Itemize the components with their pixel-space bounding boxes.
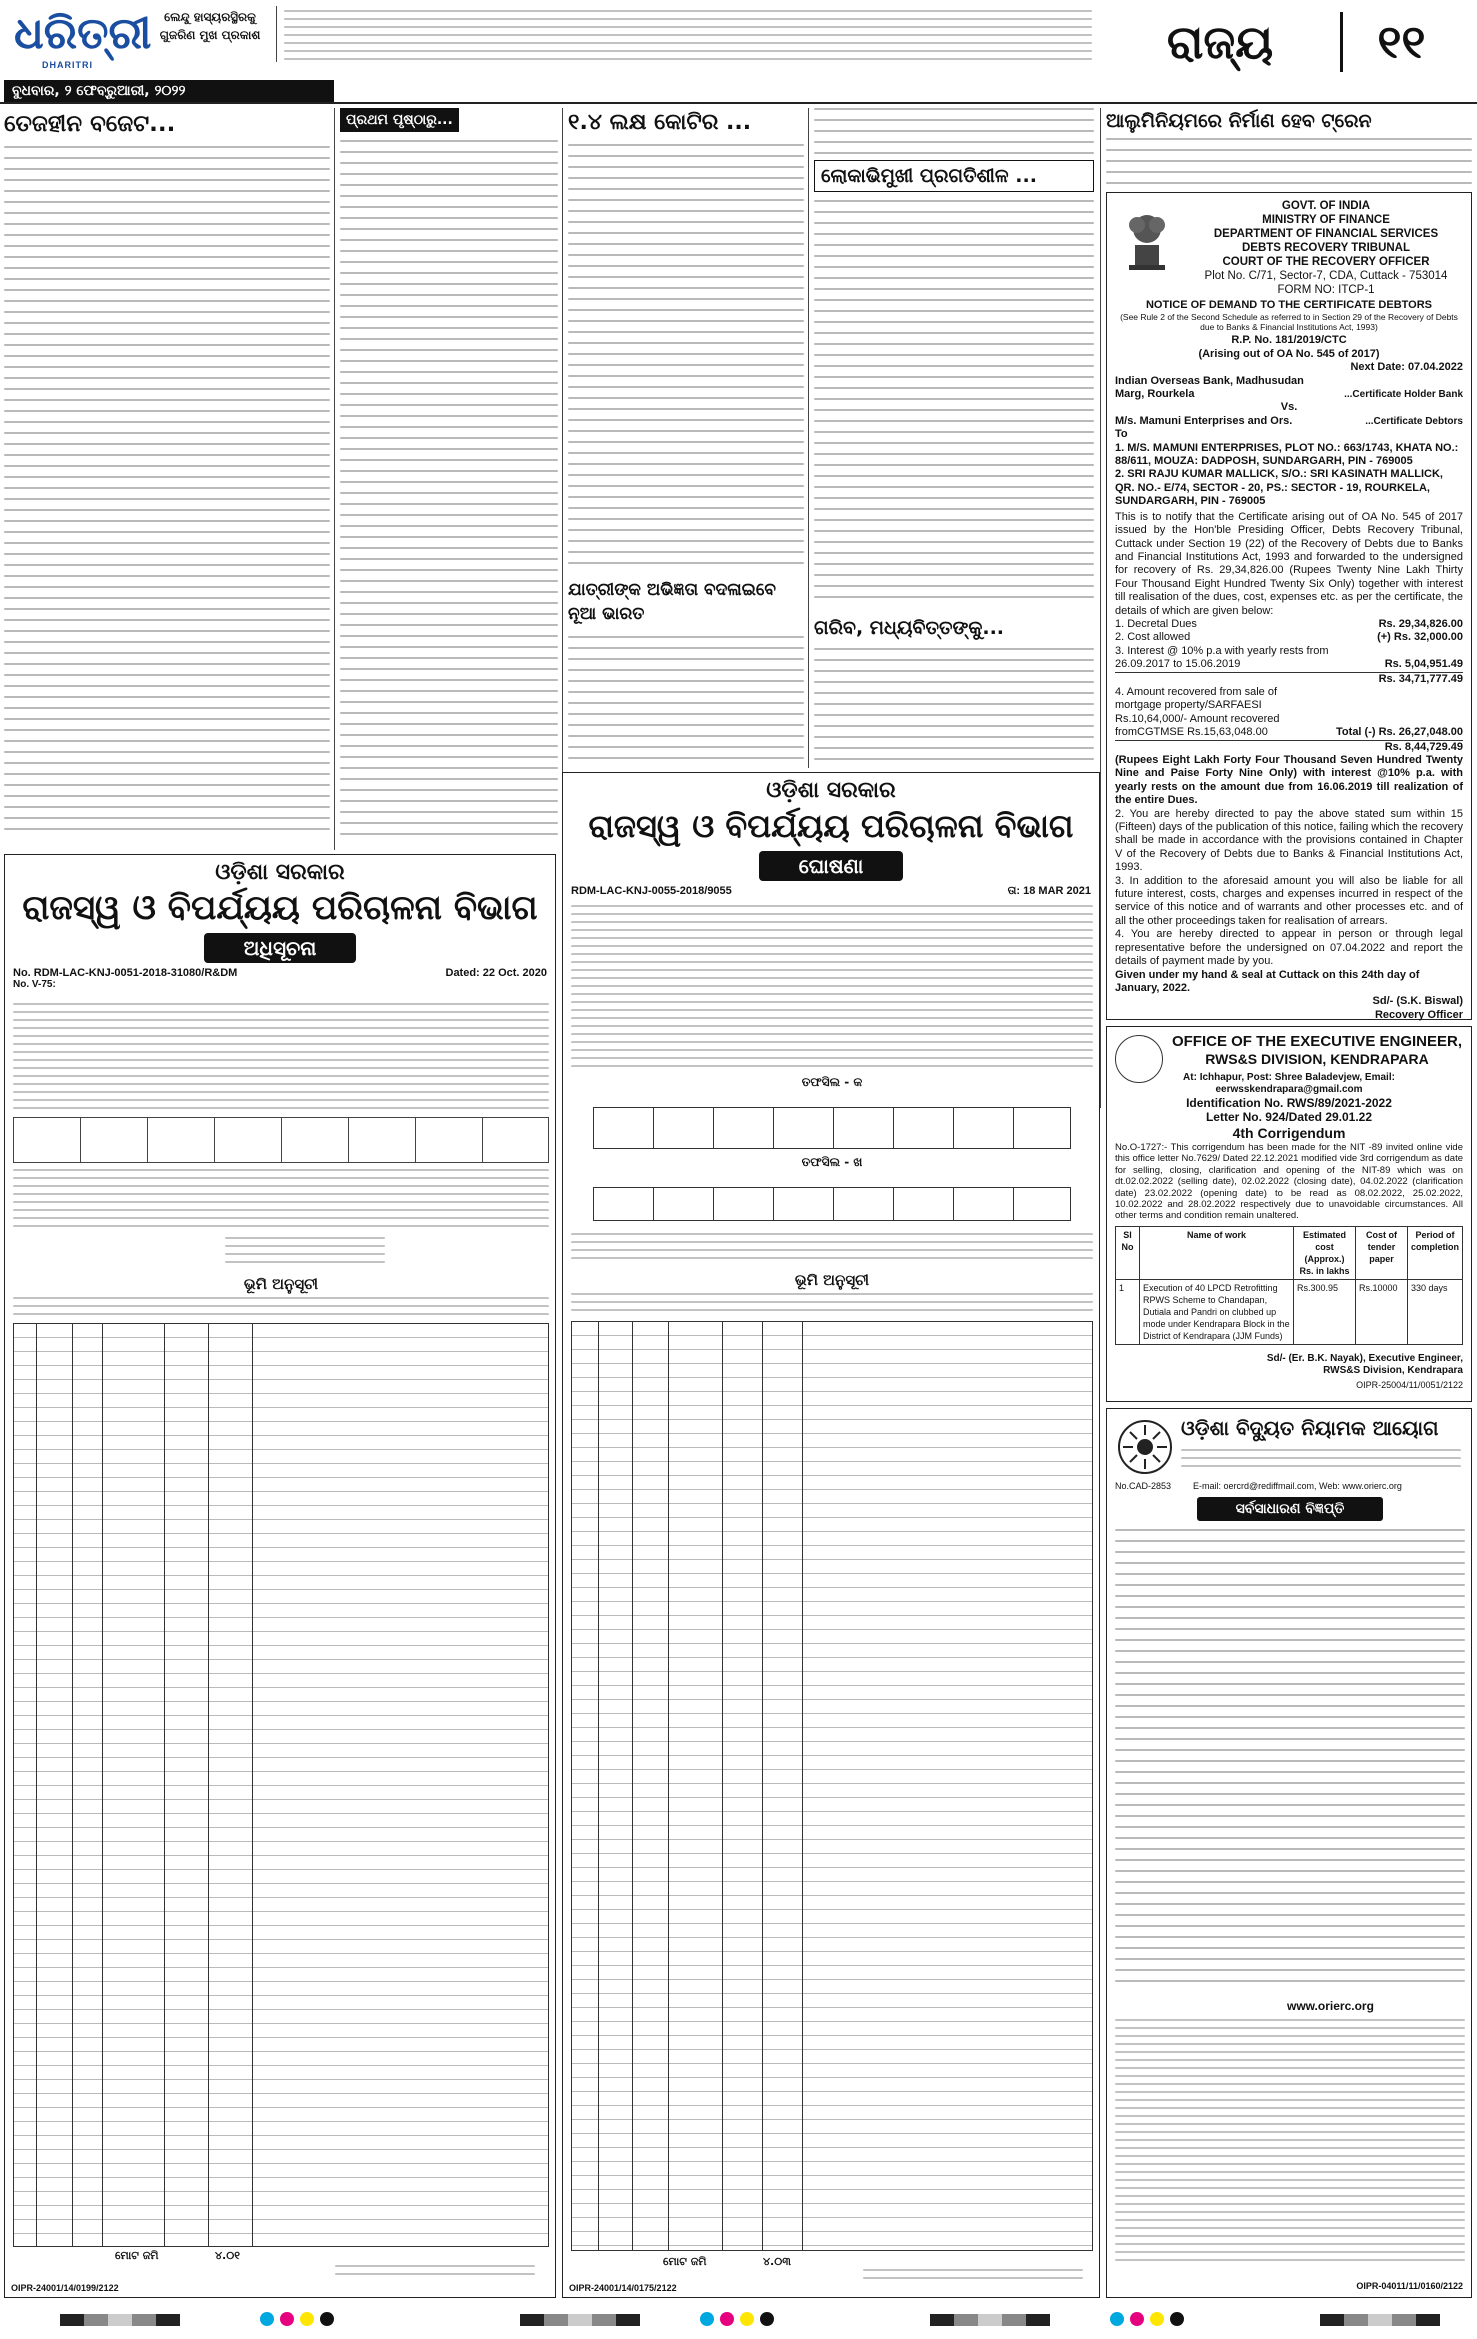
drt-govt: GOVT. OF INDIA <box>1281 200 1371 212</box>
notice-govt: ଓଡ଼ିଶା ସରକାର <box>215 860 345 885</box>
land-schedule-title: ଭୂମି ଅନୁସୂଚୀ <box>794 1271 870 1289</box>
drt-notice <box>1106 192 1472 1020</box>
drt-bank: Indian Overseas Bank, Madhusudan Marg, Rourkela <box>1115 374 1304 401</box>
ee-body: No.O-1727:- This corrigendum has been made for the NIT -89 invited online vide this office letter No.7629/ Dated 22.12.2021 modified vide 3rd corrigendum as date for selling, closing, clarification and opening of the NIT-89 which was on dt.02.02.2022 (selling date), 02.02.2022 (closing date), 04.02.2022 (clarification date) 23.02.2022 (opening date) to be read as 08.02.2022, 25.02.2022, 10.02.2022 and 28.02.2022 respectively due to unavoidable circumstances. All other terms and condition remain unaltered. <box>1115 1142 1463 1222</box>
drt-debtor-role: ...Certificate Debtors <box>1365 415 1463 427</box>
oerc-logo-icon <box>1117 1419 1173 1475</box>
article-text <box>568 636 804 766</box>
drt-para-3: 3. In addition to the aforesaid amount you will also be liable for all future interest, costs, charges and expenses incurred in respect of the service of this notice and of warrants and other processes etc. and of all the other proceedings taken for realisation of arrears. <box>1115 874 1463 927</box>
oerc-email: E-mail: oercrd@rediffmail.com, Web: www.orierc.org <box>1193 1481 1402 1491</box>
news-col-1 <box>4 108 330 850</box>
drt-next-date: Next Date: 07.04.2022 <box>1350 361 1463 374</box>
col-divider <box>334 108 335 850</box>
notice-ref: RDM-LAC-KNJ-0055-2018/9055 <box>571 885 732 897</box>
headline-railway: ଯାତ୍ରୀଙ୍କ ଅଭିଜ୍ଞତା ବଦଳାଇବେ ନୂଆ ଭାରତ <box>568 580 776 624</box>
oerc-notice-label: ସର୍ବସାଧାରଣ ବିଜ୍ଞପ୍ତି <box>1197 1497 1383 1521</box>
land-schedule-title: ଭୂମି ଅନୁସୂଚୀ <box>243 1275 319 1293</box>
drt-row-value: Total (-) Rs. 26,27,048.00 <box>1336 726 1463 739</box>
logo-subtext: DHARITRI <box>42 60 93 70</box>
table-header: Period of completion <box>1408 1226 1463 1279</box>
table-cell: Rs.10000 <box>1356 1279 1408 1344</box>
table-header: Estimated cost (Approx.) Rs. in lakhs <box>1294 1226 1356 1279</box>
drt-amount-words: (Rupees Eight Lakh Forty Four Thousand Seven Hundred Twenty Nine and Paise Forty Nine Only) with interest @10% p.a. with yearly rests on the amount due from 16.06.2019 till realization of the entire Dues. <box>1115 754 1463 807</box>
drt-row-label: 1. Decretal Dues <box>1115 617 1197 630</box>
article-text <box>568 144 804 574</box>
table-cell: 1 <box>1116 1279 1140 1344</box>
page-number: ୧୧ <box>1340 12 1460 72</box>
table-cell: Execution of 40 LPCD Retrofitting RPWS Scheme to Chandapan, Dutiala and Pandri on clubbed up mode under Kendrapara Block in the District of Kendrapara (JJM Funds) <box>1140 1279 1294 1344</box>
notice-body <box>13 1003 549 1113</box>
headline-aluminium-train: ଆଲୁମିନିୟମରେ ନିର୍ମାଣ ହେବ ଟ୍ରେନ <box>1106 110 1372 132</box>
right-story <box>1106 108 1472 190</box>
department-logo-icon <box>1115 1035 1163 1083</box>
drt-row-value: Rs. 29,34,826.00 <box>1378 617 1463 630</box>
headline-lakh-crore: ୧.୪ ଲକ୍ଷ କୋଟିର ... <box>568 110 752 135</box>
declaration-notice <box>562 772 1100 2298</box>
drt-rule: (See Rule 2 of the Second Schedule as referred to in Section 29 of the Recovery of Debts due to Banks & Financial Institutions Act, 1993) <box>1120 312 1458 333</box>
masthead <box>0 0 1477 100</box>
masthead-rule <box>0 102 1477 104</box>
table-cell: Rs.300.95 <box>1294 1279 1356 1344</box>
drt-address-1: 1. M/S. MAMUNI ENTERPRISES, PLOT NO.: 663/1743, KHATA NO.: 88/611, MOUZA: DADPOSH, SUNDARGARH, PIN - 769005 <box>1115 441 1459 468</box>
drt-rp: R.P. No. 181/2019/CTC <box>1231 334 1347 347</box>
drt-debtor: M/s. Mamuni Enterprises and Ors. <box>1115 414 1293 427</box>
drt-row-total: Rs. 8,44,729.49 <box>1384 740 1463 753</box>
drt-given: Given under my hand & seal at Cuttack on this 24th day of January, 2022. <box>1115 968 1420 994</box>
drt-row-label: 4. Amount recovered from sale of mortgage property/SARFAESI Rs.10,64,000/- Amount recovered fromCGTMSE Rs.15,63,048.00 <box>1115 685 1280 739</box>
schedule-caption <box>13 1297 549 1319</box>
ee-address: At: Ichhapur, Post: Shree Baladevjew, Email: eerwsskendrapara@gmail.com <box>1183 1072 1395 1095</box>
schedule-b-title: ତଫସିଲ - ଖ <box>801 1155 863 1169</box>
logo-text: ଧରିତ୍ରୀ <box>14 8 152 59</box>
notice-date: Dated: 22 Oct. 2020 <box>445 967 547 979</box>
oerc-no: No.CAD-2853 <box>1115 1481 1172 1491</box>
schedule-caption <box>571 1293 1093 1315</box>
drt-bank-role: ...Certificate Holder Bank <box>1344 389 1463 401</box>
notice-department: ରାଜସ୍ୱ ଓ ବିପର୍ଯ୍ୟୟ ପରିଚାଳନା ବିଭାଗ <box>588 807 1074 845</box>
table-header: Cost of tender paper <box>1356 1226 1408 1279</box>
signature-block <box>335 2265 535 2283</box>
ee-title-1: OFFICE OF THE EXECUTIVE ENGINEER, <box>1171 1033 1463 1050</box>
ee-title-2: RWS&S DIVISION, KENDRAPARA <box>1205 1051 1429 1067</box>
emblem-icon <box>1117 203 1177 275</box>
oerc-notice <box>1106 1408 1472 2298</box>
ee-identification: Identification No. RWS/89/2021-2022 <box>1186 1096 1392 1110</box>
signature-block <box>225 1237 385 1269</box>
drt-signature-title: Recovery Officer <box>1374 1008 1463 1021</box>
news-col-3 <box>568 108 804 768</box>
drt-vs: Vs. <box>1280 401 1298 414</box>
land-schedule-table <box>571 1321 1093 2251</box>
headline-poor-middle: ଗରିବ, ମଧ୍ୟବିତ୍ତଙ୍କୁ... <box>814 617 1005 639</box>
schedule-a-table <box>593 1107 1071 1149</box>
headline-progressive: ଲୋକାଭିମୁଖୀ ପ୍ରଗତିଶୀଳ ... <box>814 160 1094 192</box>
notice-ref: No. RDM-LAC-KNJ-0051-2018-31080/R&DM <box>13 967 238 979</box>
notice-date: ତା: 18 MAR 2021 <box>1007 885 1091 897</box>
article-text <box>814 648 1094 766</box>
notice-footnote <box>571 1233 1093 1267</box>
ee-signature-2: RWS&S Division, Kendrapara <box>1323 1364 1463 1376</box>
notice-oipr: OIPR-24001/14/0175/2122 <box>569 2283 677 2293</box>
col-divider <box>562 108 563 850</box>
signature-block <box>863 2269 1083 2285</box>
newspaper-logo <box>14 8 152 78</box>
land-schedule-table <box>13 1323 549 2247</box>
drt-row-value: Rs. 5,04,951.49 <box>1384 658 1463 671</box>
drt-para-2: 2. You are hereby directed to pay the above stated sum within 15 (Fifteen) days of the publication of this notice, failing which the recovery shall be made in accordance with the provisions contained in Chapter V of the Recovery of Debts due to Banks & Financial Institutions Act, 1993. <box>1115 807 1463 874</box>
oerc-title: ଓଡ଼ିଶା ବିଦ୍ୟୁତ ନିୟାମକ ଆୟୋଗ <box>1181 1416 1439 1440</box>
article-text <box>814 108 1094 156</box>
schedule-a-title: ତଫସିଲ - କ <box>801 1075 863 1089</box>
teaser: ଲେନ୍ଦୁ ହାସ୍ୟରସ୍ଥିରକୁ ଗୁଜରିଣ ମୁଖ ପ୍ରକାଶ <box>159 10 261 42</box>
masthead-ticker-text <box>284 10 1092 70</box>
headline-budget: ତେଜହୀନ ବଜେଟ... <box>4 111 176 137</box>
table-total-value: ୪.୦୧ <box>215 2249 240 2262</box>
table-total-label: ମୋଟ ଜମି <box>663 2255 707 2268</box>
drt-tribunal: DEBTS RECOVERY TRIBUNAL <box>1241 242 1411 254</box>
ee-corrigendum: 4th Corrigendum <box>1232 1125 1346 1141</box>
notice-summary-table <box>13 1117 549 1163</box>
article-text <box>814 200 1094 610</box>
notice-oipr: OIPR-24001/14/0199/2122 <box>11 2283 119 2293</box>
drt-ministry: MINISTRY OF FINANCE <box>1262 214 1390 226</box>
drt-to: To <box>1115 428 1128 441</box>
drt-notice-title: NOTICE OF DEMAND TO THE CERTIFICATE DEBTORS <box>1145 299 1432 311</box>
drt-arising: (Arising out of OA No. 545 of 2017) <box>1198 347 1380 360</box>
ee-signature: Sd/- (Er. B.K. Nayak), Executive Engineer, <box>1266 1352 1463 1364</box>
oerc-body <box>1115 1529 1465 1989</box>
article-text <box>1106 138 1472 188</box>
table-total-value: ୪.୦୩ <box>763 2255 791 2268</box>
oerc-list <box>1115 2019 1465 2269</box>
notice-govt: ଓଡ଼ିଶା ସରକାର <box>766 778 896 803</box>
drt-row-value: (+) Rs. 32,000.00 <box>1377 631 1463 644</box>
print-registration-marks <box>0 2306 1477 2336</box>
oerc-web: www.orierc.org <box>1287 1999 1374 2013</box>
drt-address-2: 2. SRI RAJU KUMAR MALLICK, S/O.: SRI KASINATH MALLICK, QR. NO.- E/74, SECTOR - 20, PS.: SECTOR - 19, ROURKELA, SUNDARGARH, PIN - 769005 <box>1115 468 1443 508</box>
table-cell: 330 days <box>1408 1279 1463 1344</box>
masthead-divider <box>276 6 277 62</box>
notice-label: ଅଧିସୂଚନା <box>204 933 357 963</box>
table-header: Sl No <box>1116 1226 1140 1279</box>
drt-row-total: Rs. 34,71,777.49 <box>1378 672 1463 685</box>
kicker-label: ପ୍ରଥମ ପୃଷ୍ଠାରୁ... <box>340 108 459 132</box>
schedule-b-table <box>593 1187 1071 1221</box>
table-header: Name of work <box>1140 1226 1294 1279</box>
article-text <box>340 140 558 846</box>
ee-letter: Letter No. 924/Dated 29.01.22 <box>1205 1110 1373 1124</box>
news-col-4 <box>814 108 1094 768</box>
notice-body <box>571 905 1093 1073</box>
notice-body <box>13 1169 549 1233</box>
drt-body: This is to notify that the Certificate arising out of OA No. 545 of 2017 issued by the Hon'ble Presiding Officer, Debts Recovery Tribunal, Cuttack under Section 19 (22) of the Recovery of Debts due to Banks and Financial Institutions Act, 1993 and forwarded to the undersigned for recovery of Rs. 29,34,826.00 (Rupees Twenty Nine Lakh Thirty Four Thousand Eight Hundred Twenty Six Only) together with interest till realisation of the dues, cost, expenses etc. as per the certificate, the details of which are given below: <box>1115 510 1463 617</box>
news-col-2 <box>340 108 558 850</box>
drt-department: DEPARTMENT OF FINANCIAL SERVICES <box>1213 228 1439 240</box>
table-total-label: ମୋଟ ଜମି <box>115 2249 159 2262</box>
drt-signature: Sd/- (S.K. Biswal) <box>1372 995 1463 1008</box>
col-divider <box>1100 108 1101 1108</box>
ee-notice <box>1106 1026 1472 1402</box>
drt-row-label: 3. Interest @ 10% p.a with yearly rests from 26.09.2017 to 15.06.2019 <box>1115 644 1329 671</box>
drt-court: COURT OF THE RECOVERY OFFICER <box>1222 256 1430 268</box>
drt-form: FORM NO: ITCP-1 <box>1277 284 1375 296</box>
drt-row-label: 2. Cost allowed <box>1115 631 1191 644</box>
ee-oipr: OIPR-25004/11/0051/2122 <box>1356 1379 1463 1390</box>
date-line: ବୁଧବାର, ୨ ଫେବ୍ରୁଆରୀ, ୨୦୨୨ <box>4 80 334 102</box>
drt-para-4: 4. You are hereby directed to appear in person or through legal representative before the undersigned on 07.04.2022 and report the details of payment made by you. <box>1115 928 1463 968</box>
drt-address: Plot No. C/71, Sector-7, CDA, Cuttack - 753014 <box>1204 270 1448 282</box>
section-title: ରାଜ୍ୟ <box>1166 15 1274 69</box>
article-text <box>4 146 330 846</box>
notice-label: ଘୋଷଣା <box>759 851 904 881</box>
oerc-address <box>1181 1449 1461 1473</box>
notice-department: ରାଜସ୍ୱ ଓ ବିପର୍ଯ୍ୟୟ ପରିଚାଳନା ବିଭାଗ <box>22 888 538 928</box>
oerc-oipr: OIPR-04011/11/0160/2122 <box>1356 2281 1463 2291</box>
notification-notice <box>4 854 556 2298</box>
col-divider <box>808 108 809 768</box>
ee-work-table <box>1115 1226 1463 1345</box>
notice-number: No. V-75: <box>13 979 56 990</box>
